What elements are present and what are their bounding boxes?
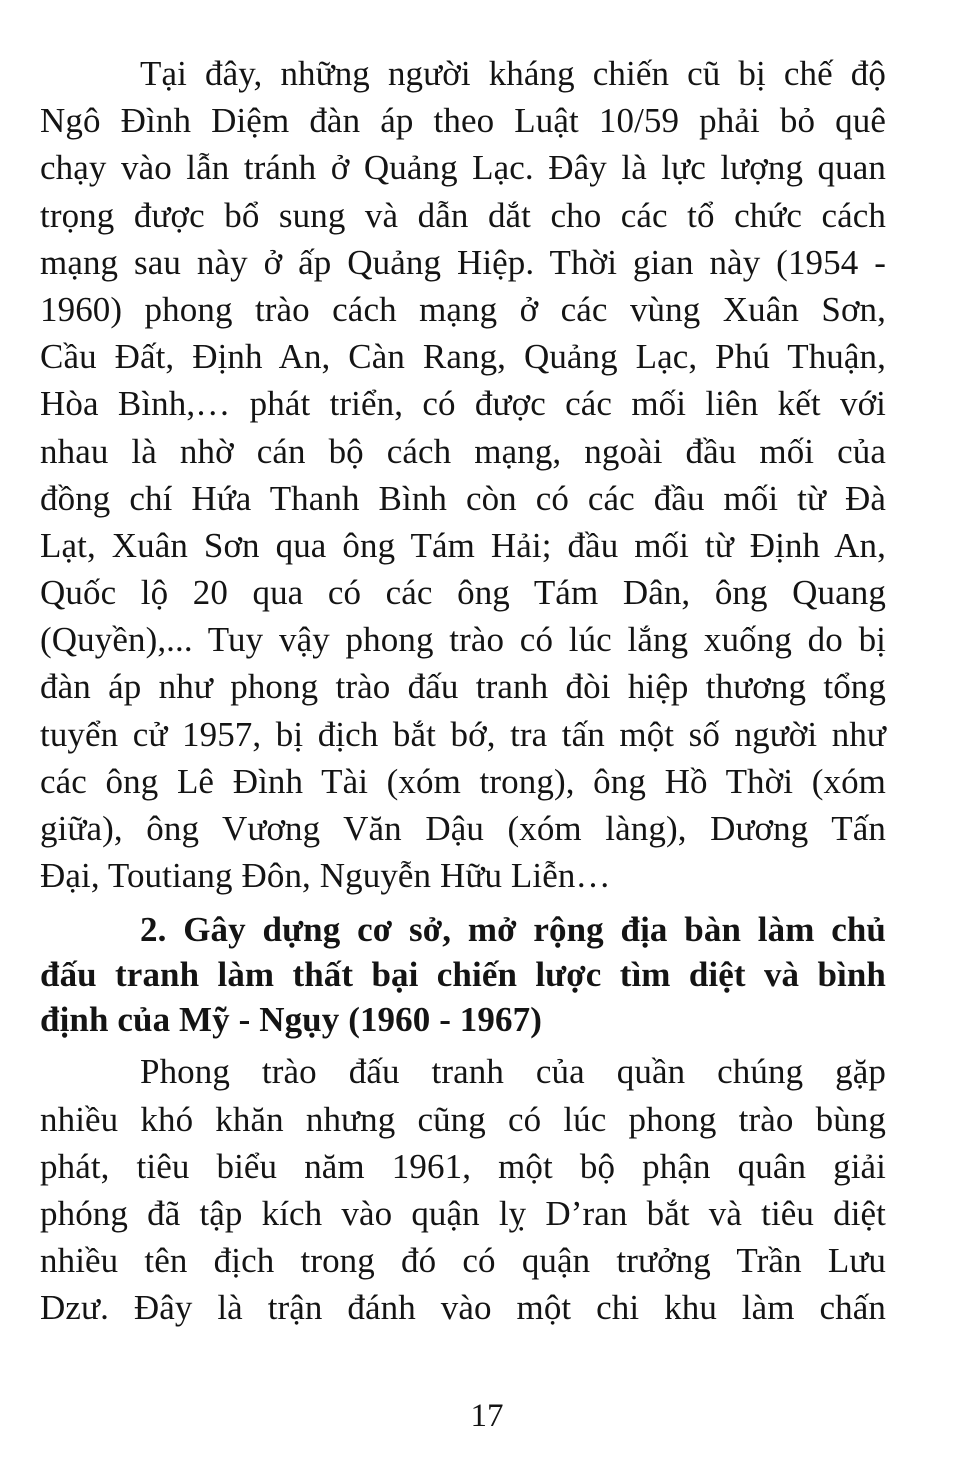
text-line: nhau là nhờ cán bộ cách mạng, ngoài đầu mối của <box>40 431 886 471</box>
text-line: Tại đây, những người kháng chiến cũ bị chế độ <box>140 54 886 93</box>
text-line: đồng chí Hứa Thanh Bình còn có các đầu mối từ Đà <box>40 478 886 518</box>
text-line: Lạt, Xuân Sơn qua ông Tám Hải; đầu mối từ Định An, <box>40 525 886 565</box>
text-line: Dzư. Đây là trận đánh vào một chi khu làm chấn <box>40 1288 886 1328</box>
text-line: mạng sau này ở ấp Quảng Hiệp. Thời gian này (1954 - <box>40 242 886 282</box>
page-number: 17 <box>470 1398 504 1434</box>
text-line: nhiều khó khăn nhưng cũng có lúc phong trào bùng <box>40 1099 886 1139</box>
text-line: Hòa Bình,… phát triển, có được các mối liên kết với <box>40 384 886 424</box>
section-heading <box>40 907 886 1042</box>
text-line: giữa), ông Vương Văn Dậu (xóm làng), Dương Tấn <box>40 809 886 848</box>
text-line: nhiều tên địch trong đó có quận trưởng Trần Lưu <box>40 1241 886 1281</box>
heading-line: 2. Gây dựng cơ sở, mở rộng địa bàn làm chủ <box>140 910 886 950</box>
paragraph-2 <box>40 1048 886 1331</box>
text-line: đàn áp như phong trào đấu tranh đòi hiệp thương tổng <box>40 667 886 707</box>
text-line: tuyển cử 1957, bị địch bắt bớ, tra tấn một số người như <box>40 714 886 754</box>
text-line: (Quyền),... Tuy vậy phong trào có lúc lắng xuống do bị <box>40 620 886 660</box>
heading-line: định của Mỹ - Ngụy (1960 - 1967) <box>40 1000 542 1040</box>
text-line: trọng được bổ sung và dẫn dắt cho các tổ chức cách <box>40 195 886 235</box>
page-body <box>40 50 886 1332</box>
paragraph-1 <box>40 50 886 899</box>
text-line: Phong trào đấu tranh của quần chúng gặp <box>140 1052 886 1092</box>
text-line: 1960) phong trào cách mạng ở các vùng Xuân Sơn, <box>40 289 886 329</box>
text-line: các ông Lê Đình Tài (xóm trong), ông Hồ Thời (xóm <box>40 761 886 801</box>
text-line: chạy vào lẫn tránh ở Quảng Lạc. Đây là lực lượng quan <box>40 148 886 188</box>
text-line: Đại, Toutiang Đôn, Nguyễn Hữu Liễn… <box>40 856 611 896</box>
heading-line: đấu tranh làm thất bại chiến lược tìm diệt và bình <box>40 955 886 995</box>
text-line: phát, tiêu biểu năm 1961, một bộ phận quân giải <box>40 1146 886 1186</box>
text-line: Quốc lộ 20 qua có các ông Tám Dân, ông Quang <box>40 573 886 613</box>
text-line: Cầu Đất, Định An, Càn Rang, Quảng Lạc, Phú Thuận, <box>40 337 886 377</box>
text-line: Ngô Đình Diệm đàn áp theo Luật 10/59 phải bỏ quê <box>40 101 886 141</box>
text-line: phóng đã tập kích vào quận lỵ D’ran bắt và tiêu diệt <box>40 1193 886 1233</box>
